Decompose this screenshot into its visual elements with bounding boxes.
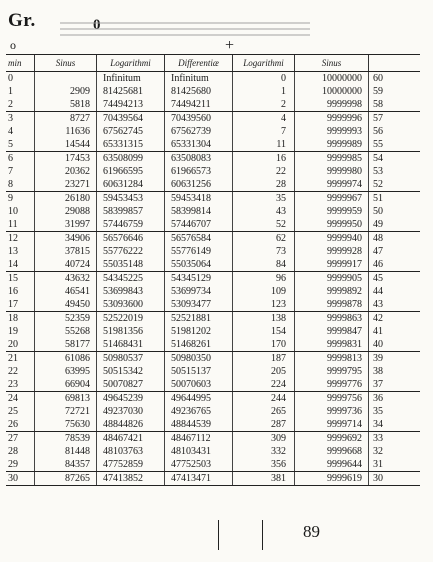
cell-min: 8 (8, 179, 13, 190)
cell-logarithm: 52522019 (96, 312, 164, 325)
cell-difference: 47752503 (164, 458, 232, 471)
row-group (6, 72, 420, 112)
cell-logarithm-2: 187 (232, 352, 294, 365)
cell-sinus: 37815 (34, 245, 96, 258)
cell-logarithm-2: 96 (232, 272, 294, 285)
cell-logarithm: 54345225 (96, 272, 164, 285)
cell-sinus-2: 9999950 (294, 218, 368, 231)
cell-right-min: 58 (368, 98, 388, 111)
cell-min: 19 (8, 326, 18, 337)
cell-sinus-2: 9999998 (294, 98, 368, 111)
page-number: 89 (303, 522, 320, 541)
cell-difference: Infinitum (164, 72, 232, 85)
cell-difference: 50980350 (164, 352, 232, 365)
cell-min: 9 (8, 193, 13, 204)
header-logarithmi: Logarithmi (96, 55, 164, 71)
table-row (6, 352, 420, 365)
cell-logarithm: 63508099 (96, 152, 164, 165)
header-right-min (368, 55, 388, 71)
cell-logarithm-2: 287 (232, 418, 294, 431)
table-row (6, 205, 420, 218)
header-sinus-2: Sinus (294, 55, 368, 71)
cell-difference: 59453418 (164, 192, 232, 205)
cell-sinus-2: 9999776 (294, 378, 368, 391)
cell-sinus-2: 9999959 (294, 205, 368, 218)
cell-sinus: 29088 (34, 205, 96, 218)
cell-min: 27 (8, 433, 18, 444)
table-row (6, 125, 420, 138)
degree-subscript: o (10, 38, 16, 52)
cell-sinus-2: 10000000 (294, 85, 368, 98)
cell-sinus-2: 9999692 (294, 432, 368, 445)
cell-sinus: 61086 (34, 352, 96, 365)
cell-sinus-2: 9999917 (294, 258, 368, 271)
cell-sinus-2: 10000000 (294, 72, 368, 85)
row-group (6, 192, 420, 232)
cell-min: 14 (8, 259, 18, 270)
cell-right-min: 43 (368, 298, 388, 311)
cell-min: 0 (8, 73, 13, 84)
cell-logarithm-2: 356 (232, 458, 294, 471)
table-row (6, 458, 420, 471)
cell-logarithm-2: 22 (232, 165, 294, 178)
cell-sinus: 69813 (34, 392, 96, 405)
crosshair-mark: + (225, 37, 235, 54)
header-logarithmi-2: Logarithmi (232, 55, 294, 71)
cell-min: 5 (8, 139, 13, 150)
cell-logarithm: 61966595 (96, 165, 164, 178)
table-row (6, 138, 420, 151)
cell-sinus-2: 9999813 (294, 352, 368, 365)
cell-right-min: 42 (368, 312, 388, 325)
cell-min: 21 (8, 353, 18, 364)
cell-sinus-2: 9999993 (294, 125, 368, 138)
cell-logarithm-2: 224 (232, 378, 294, 391)
cell-right-min: 34 (368, 418, 388, 431)
cell-min: 20 (8, 339, 18, 350)
cell-logarithm-2: 4 (232, 112, 294, 125)
cell-logarithm: 48844826 (96, 418, 164, 431)
cell-difference: 47413471 (164, 472, 232, 485)
cell-min: 2 (8, 99, 13, 110)
cell-sinus-2: 9999892 (294, 285, 368, 298)
cell-logarithm: 47752859 (96, 458, 164, 471)
cell-logarithm-2: 109 (232, 285, 294, 298)
cell-sinus: 52359 (34, 312, 96, 325)
table-row (6, 378, 420, 391)
cell-sinus-2: 9999989 (294, 138, 368, 151)
cell-difference: 57446707 (164, 218, 232, 231)
cell-sinus: 31997 (34, 218, 96, 231)
cell-difference: 61966573 (164, 165, 232, 178)
table-row (6, 338, 420, 351)
cell-difference: 65331304 (164, 138, 232, 151)
table-row (6, 218, 420, 231)
cell-right-min: 46 (368, 258, 388, 271)
cell-sinus: 14544 (34, 138, 96, 151)
rule-right (262, 520, 263, 550)
cell-right-min: 37 (368, 378, 388, 391)
cell-right-min: 35 (368, 405, 388, 418)
cell-min: 25 (8, 406, 18, 417)
cell-logarithm: 56576646 (96, 232, 164, 245)
cell-logarithm: 58399857 (96, 205, 164, 218)
cell-sinus: 5818 (34, 98, 96, 111)
table-row (6, 445, 420, 458)
cell-right-min: 41 (368, 325, 388, 338)
cell-difference: 53699734 (164, 285, 232, 298)
cell-min: 10 (8, 206, 18, 217)
cell-right-min: 44 (368, 285, 388, 298)
row-group (6, 112, 420, 152)
cell-logarithm-2: 7 (232, 125, 294, 138)
cell-difference: 49644995 (164, 392, 232, 405)
cell-logarithm-2: 0 (232, 72, 294, 85)
cell-difference: 54345129 (164, 272, 232, 285)
cell-sinus-2: 9999878 (294, 298, 368, 311)
cell-sinus: 46541 (34, 285, 96, 298)
cell-logarithm-2: 170 (232, 338, 294, 351)
cell-difference: 60631256 (164, 178, 232, 191)
cell-right-min: 50 (368, 205, 388, 218)
bleed-through-text (60, 18, 310, 48)
cell-logarithm-2: 16 (232, 152, 294, 165)
cell-sinus-2: 9999974 (294, 178, 368, 191)
cell-right-min: 39 (368, 352, 388, 365)
cell-min: 26 (8, 419, 18, 430)
cell-sinus: 66904 (34, 378, 96, 391)
cell-sinus: 78539 (34, 432, 96, 445)
cell-sinus-2: 9999980 (294, 165, 368, 178)
cell-sinus: 81448 (34, 445, 96, 458)
cell-logarithm: 53093600 (96, 298, 164, 311)
cell-min: 30 (8, 473, 18, 484)
cell-min: 15 (8, 273, 18, 284)
cell-sinus: 23271 (34, 178, 96, 191)
cell-min: 7 (8, 166, 13, 177)
cell-logarithm-2: 309 (232, 432, 294, 445)
cell-min: 16 (8, 286, 18, 297)
header-differentiae: Differentiæ (164, 55, 232, 71)
cell-min: 22 (8, 366, 18, 377)
cell-right-min: 51 (368, 192, 388, 205)
table-row (6, 298, 420, 311)
cell-min: 6 (8, 153, 13, 164)
row-group (6, 352, 420, 392)
cell-logarithm: 48103763 (96, 445, 164, 458)
table-row (6, 98, 420, 111)
cell-difference: 81425680 (164, 85, 232, 98)
cell-right-min: 55 (368, 138, 388, 151)
cell-logarithm-2: 205 (232, 365, 294, 378)
cell-logarithm: Infinitum (96, 72, 164, 85)
cell-logarithm-2: 138 (232, 312, 294, 325)
cell-logarithm: 81425681 (96, 85, 164, 98)
cell-min: 4 (8, 126, 13, 137)
header-sinus: Sinus (34, 55, 96, 71)
table-row (6, 272, 420, 285)
degree-label: 0 (93, 17, 101, 33)
table-row (6, 232, 420, 245)
cell-difference: 55035064 (164, 258, 232, 271)
cell-min: 13 (8, 246, 18, 257)
cell-sinus: 2909 (34, 85, 96, 98)
cell-sinus: 11636 (34, 125, 96, 138)
cell-right-min: 45 (368, 272, 388, 285)
cell-sinus: 20362 (34, 165, 96, 178)
cell-sinus-2: 9999928 (294, 245, 368, 258)
cell-logarithm: 49237030 (96, 405, 164, 418)
cell-logarithm: 60631284 (96, 178, 164, 191)
table-row (6, 365, 420, 378)
cell-difference: 56576584 (164, 232, 232, 245)
cell-sinus-2: 9999847 (294, 325, 368, 338)
cell-sinus-2: 9999905 (294, 272, 368, 285)
cell-logarithm-2: 2 (232, 98, 294, 111)
cell-right-min: 31 (368, 458, 388, 471)
cell-sinus-2: 9999644 (294, 458, 368, 471)
cell-difference: 48467112 (164, 432, 232, 445)
cell-logarithm: 55035148 (96, 258, 164, 271)
table-row (6, 392, 420, 405)
cell-logarithm: 55776222 (96, 245, 164, 258)
cell-logarithm-2: 244 (232, 392, 294, 405)
cell-right-min: 40 (368, 338, 388, 351)
row-group (6, 472, 420, 486)
cell-logarithm: 65331315 (96, 138, 164, 151)
cell-logarithm-2: 1 (232, 85, 294, 98)
cell-logarithm: 50515342 (96, 365, 164, 378)
cell-right-min: 30 (368, 472, 388, 485)
cell-logarithm-2: 154 (232, 325, 294, 338)
table-row (6, 325, 420, 338)
cell-sinus: 63995 (34, 365, 96, 378)
cell-sinus: 75630 (34, 418, 96, 431)
table-row (6, 178, 420, 191)
cell-difference: 50515137 (164, 365, 232, 378)
row-group (6, 432, 420, 472)
cell-sinus: 40724 (34, 258, 96, 271)
table-row (6, 285, 420, 298)
cell-logarithm: 47413852 (96, 472, 164, 485)
cell-difference: 53093477 (164, 298, 232, 311)
cell-min: 18 (8, 313, 18, 324)
cell-logarithm-2: 43 (232, 205, 294, 218)
row-group (6, 272, 420, 312)
cell-difference: 52521881 (164, 312, 232, 325)
cell-right-min: 54 (368, 152, 388, 165)
cell-difference: 70439560 (164, 112, 232, 125)
cell-sinus: 87265 (34, 472, 96, 485)
cell-difference: 67562739 (164, 125, 232, 138)
cell-logarithm: 50980537 (96, 352, 164, 365)
table-row (6, 258, 420, 271)
cell-sinus: 55268 (34, 325, 96, 338)
cell-logarithm-2: 381 (232, 472, 294, 485)
cell-right-min: 60 (368, 72, 388, 85)
cell-sinus: 34906 (34, 232, 96, 245)
cell-right-min: 36 (368, 392, 388, 405)
cell-logarithm: 74494213 (96, 98, 164, 111)
cell-min: 17 (8, 299, 18, 310)
table-row (6, 152, 420, 165)
cell-logarithm-2: 35 (232, 192, 294, 205)
cell-sinus: 43632 (34, 272, 96, 285)
cell-sinus-2: 9999985 (294, 152, 368, 165)
cell-logarithm-2: 332 (232, 445, 294, 458)
cell-min: 12 (8, 233, 18, 244)
table-row (6, 432, 420, 445)
cell-sinus-2: 9999756 (294, 392, 368, 405)
cell-logarithm-2: 62 (232, 232, 294, 245)
cell-sinus: 49450 (34, 298, 96, 311)
cell-sinus-2: 9999967 (294, 192, 368, 205)
cell-sinus: 84357 (34, 458, 96, 471)
cell-right-min: 53 (368, 165, 388, 178)
table-row (6, 192, 420, 205)
cell-right-min: 52 (368, 178, 388, 191)
page-title: Gr. (8, 10, 36, 31)
table-body (6, 72, 420, 486)
cell-difference: 58399814 (164, 205, 232, 218)
cell-min: 24 (8, 393, 18, 404)
cell-right-min: 48 (368, 232, 388, 245)
cell-min: 28 (8, 446, 18, 457)
cell-logarithm-2: 123 (232, 298, 294, 311)
cell-logarithm-2: 28 (232, 178, 294, 191)
cell-sinus-2: 9999831 (294, 338, 368, 351)
cell-logarithm: 53699843 (96, 285, 164, 298)
row-group (6, 232, 420, 272)
cell-logarithm: 57446759 (96, 218, 164, 231)
cell-logarithm: 48467421 (96, 432, 164, 445)
cell-right-min: 49 (368, 218, 388, 231)
cell-difference: 51468261 (164, 338, 232, 351)
cell-difference: 63508083 (164, 152, 232, 165)
cell-sinus-2: 9999863 (294, 312, 368, 325)
cell-sinus: 58177 (34, 338, 96, 351)
cell-sinus: 72721 (34, 405, 96, 418)
cell-sinus (34, 72, 96, 85)
cell-logarithm: 59453453 (96, 192, 164, 205)
cell-logarithm-2: 265 (232, 405, 294, 418)
cell-right-min: 32 (368, 445, 388, 458)
cell-difference: 49236765 (164, 405, 232, 418)
table-row (6, 245, 420, 258)
cell-sinus-2: 9999940 (294, 232, 368, 245)
cell-logarithm: 51468431 (96, 338, 164, 351)
cell-sinus-2: 9999668 (294, 445, 368, 458)
cell-right-min: 47 (368, 245, 388, 258)
cell-logarithm: 51981356 (96, 325, 164, 338)
table-header (6, 54, 420, 72)
cell-min: 11 (8, 219, 18, 230)
table-row (6, 418, 420, 431)
cell-logarithm: 49645239 (96, 392, 164, 405)
row-group (6, 152, 420, 192)
cell-difference: 50070603 (164, 378, 232, 391)
cell-logarithm-2: 73 (232, 245, 294, 258)
cell-sinus-2: 9999736 (294, 405, 368, 418)
table-row (6, 85, 420, 98)
cell-sinus: 8727 (34, 112, 96, 125)
log-table (6, 54, 420, 486)
cell-logarithm-2: 11 (232, 138, 294, 151)
cell-difference: 74494211 (164, 98, 232, 111)
cell-logarithm-2: 84 (232, 258, 294, 271)
cell-min: 23 (8, 379, 18, 390)
cell-difference: 51981202 (164, 325, 232, 338)
cell-right-min: 59 (368, 85, 388, 98)
cell-sinus: 17453 (34, 152, 96, 165)
header-min: min (8, 58, 22, 68)
cell-difference: 48103431 (164, 445, 232, 458)
table-row (6, 312, 420, 325)
table-row (6, 405, 420, 418)
table-row (6, 112, 420, 125)
rule-left (218, 520, 219, 550)
table-row (6, 165, 420, 178)
cell-right-min: 56 (368, 125, 388, 138)
cell-difference: 55776149 (164, 245, 232, 258)
cell-logarithm: 67562745 (96, 125, 164, 138)
cell-sinus-2: 9999619 (294, 472, 368, 485)
cell-difference: 48844539 (164, 418, 232, 431)
cell-right-min: 57 (368, 112, 388, 125)
cell-sinus: 26180 (34, 192, 96, 205)
cell-sinus-2: 9999795 (294, 365, 368, 378)
table-row (6, 472, 420, 485)
cell-logarithm-2: 52 (232, 218, 294, 231)
cell-sinus-2: 9999714 (294, 418, 368, 431)
cell-logarithm: 70439564 (96, 112, 164, 125)
table-row (6, 72, 420, 85)
cell-sinus-2: 9999996 (294, 112, 368, 125)
cell-min: 29 (8, 459, 18, 470)
cell-min: 1 (8, 86, 13, 97)
cell-right-min: 33 (368, 432, 388, 445)
row-group (6, 312, 420, 352)
cell-right-min: 38 (368, 365, 388, 378)
row-group (6, 392, 420, 432)
cell-logarithm: 50070827 (96, 378, 164, 391)
cell-min: 3 (8, 113, 13, 124)
